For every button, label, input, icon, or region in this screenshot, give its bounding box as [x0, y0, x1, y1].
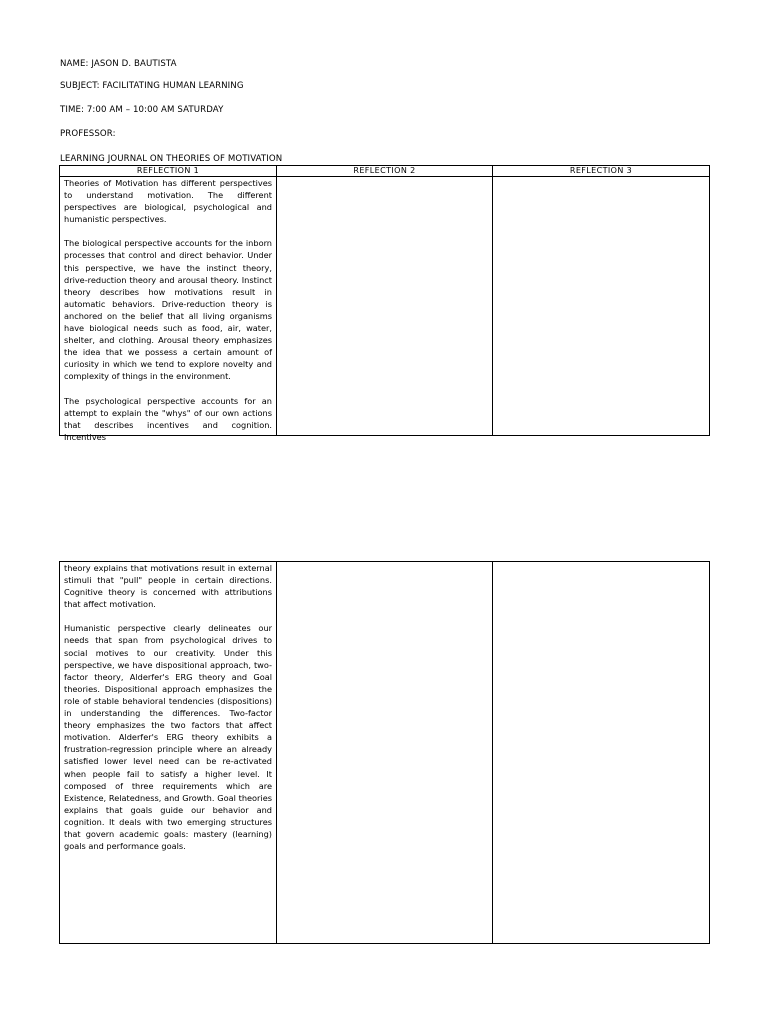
reflection-paragraph: Humanistic perspective clearly delineates our needs that span from psychological drives to social motives to our creativity. Under this perspective, we have dispositional approach, two-factor theory, Alderfer's ERG theory and Goal theories. Dispositional approach emphasizes the role of stable behavioral tendencies (dispositions) in understanding the differences. Two-factor theory emphasizes the two factors that affect motivation. Alderfer's ERG theory exhibits a frustration-regression principle where an already satisfied lower level need can be re-activated when people fail to satisfy a higher level. It composed of three requirements which are Existence, Relatedness, and Growth. Goal theories explains that goals guide our behavior and cognition. It deals with two emerging structures that govern academic goals: mastery (learning) goals and performance goals. [64, 623, 272, 852]
table-header-row [60, 166, 710, 177]
reflection-3-cell [493, 177, 710, 436]
column-header-reflection-3: REFLECTION 3 [493, 166, 710, 177]
reflection-paragraph: Theories of Motivation has different perspectives to understand motivation. The different perspectives are biological, psychological and humanistic perspectives. [64, 178, 272, 225]
table-row [60, 562, 710, 944]
time-line: TIME: 7:00 AM – 10:00 AM SATURDAY [60, 105, 224, 115]
reflection-table-page-1 [59, 165, 710, 442]
reflection-paragraph: The biological perspective accounts for the inborn processes that control and direct behavior. Under this perspective, we have the instinct theory, drive-reduction theory and arousal theory. Instinct theory describes how motivations result in automatic behaviors. Drive-reduction theory is anchored on the belief that all living organisms have biological needs such as food, air, water, shelter, and clothing. Arousal theory emphasizes the idea that we possess a certain amount of curiosity in which we tend to explore novelty and complexity of things in the environment. [64, 238, 272, 382]
professor-line: PROFESSOR: [60, 129, 116, 139]
column-header-reflection-1: REFLECTION 1 [60, 166, 277, 177]
reflection-table-page-2 [59, 561, 710, 944]
journal-title: LEARNING JOURNAL ON THEORIES OF MOTIVATION [60, 154, 283, 164]
reflection-paragraph: theory explains that motivations result in external stimuli that "pull" people in certain directions. Cognitive theory is concerned with attributions that affect motivation. [64, 563, 272, 610]
reflection-3-cell [493, 562, 710, 944]
column-header-reflection-2: REFLECTION 2 [277, 166, 493, 177]
subject-line: SUBJECT: FACILITATING HUMAN LEARNING [60, 81, 244, 91]
reflection-1-cell [60, 177, 277, 442]
reflection-paragraph: The psychological perspective accounts for an attempt to explain the "whys" of our own actions that describes incentives and cognition. Incentives [64, 395, 272, 442]
reflection-2-cell [277, 562, 493, 944]
reflection-1-cell [60, 562, 277, 944]
student-name: NAME: JASON D. BAUTISTA [60, 59, 177, 69]
table-row [60, 177, 710, 436]
reflection-2-cell [277, 177, 493, 436]
